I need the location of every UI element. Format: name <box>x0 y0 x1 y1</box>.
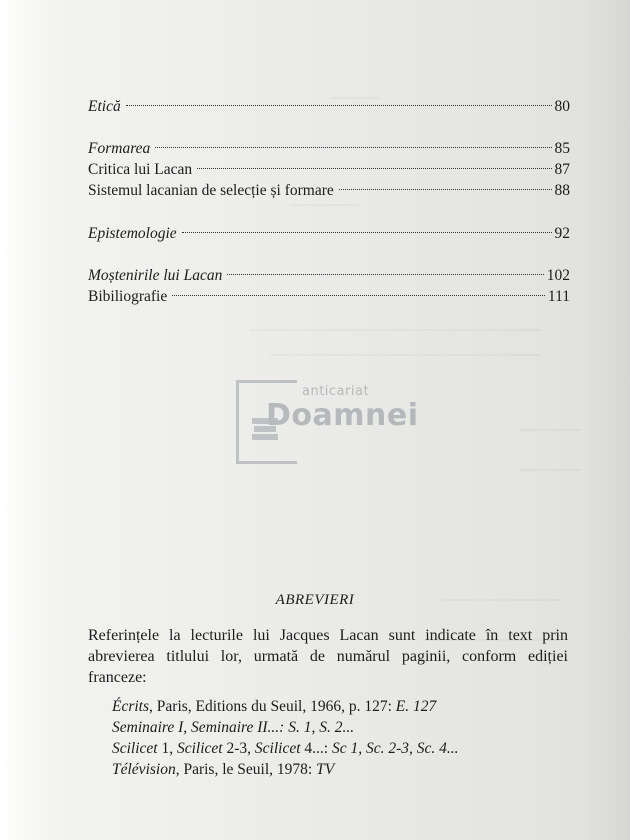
abbreviations-intro: Referințele la lecturile lui Jacques Lacan sunt indicate în text prin abrevierea titlului lor, urmată de numărul paginii, conform ediției franceze: <box>88 627 568 686</box>
toc-title: Critica lui Lacan <box>88 161 193 178</box>
watermark-logo <box>236 380 419 462</box>
toc-entry-sistemul <box>88 174 570 201</box>
work-abbreviation: S. 1, S. 2... <box>288 719 355 736</box>
work-abbreviation: Sc 1, Sc. 2-3, Sc. 4... <box>331 740 459 757</box>
toc-page-number: 88 <box>554 182 570 199</box>
work-details: , Paris, Editions du Seuil, 1966, p. 127: <box>149 698 396 715</box>
toc-title: Etică <box>88 98 121 115</box>
work-title: Scilicet <box>254 740 301 757</box>
toc-entry-etica <box>88 90 570 117</box>
dot-leader <box>126 85 552 106</box>
toc-entry-epistemologie <box>88 217 570 244</box>
work-details: , Paris, le Seuil, 1978: <box>175 761 317 778</box>
work-details: 2-3, <box>222 740 255 757</box>
reference-scilicet <box>112 738 532 759</box>
toc-page-number: 80 <box>554 98 570 115</box>
watermark-big-text: Doamnei <box>266 398 419 433</box>
dot-leader <box>182 212 552 233</box>
watermark-small-text: anticariat <box>302 384 370 399</box>
work-title: Écrits <box>112 698 150 715</box>
work-title: Seminaire I, Seminaire II...: <box>112 719 289 736</box>
dot-leader <box>227 254 543 275</box>
work-abbreviation: TV <box>316 761 335 778</box>
toc-title: Sistemul lacanian de selecție și formare <box>88 182 334 199</box>
dot-leader <box>172 275 545 296</box>
work-details: 4...: <box>300 740 332 757</box>
toc-page-number: 102 <box>546 267 570 284</box>
toc-title: Epistemologie <box>88 225 177 242</box>
toc-title: Moștenirile lui Lacan <box>88 267 223 284</box>
toc-page-number: 85 <box>554 140 570 157</box>
dot-leader <box>155 127 551 148</box>
reference-television <box>112 759 532 780</box>
work-title: Scilicet <box>112 740 158 757</box>
toc-page-number: 111 <box>547 288 570 305</box>
abbreviations-list <box>112 696 532 780</box>
toc-title: Formarea <box>88 140 151 157</box>
reference-seminaire <box>112 717 532 738</box>
toc-entry-bibliografie <box>88 280 570 307</box>
work-title: Télévision <box>112 761 176 778</box>
work-details: 1, <box>157 740 177 757</box>
reference-ecrits <box>112 696 532 717</box>
toc-page-number: 87 <box>554 161 570 178</box>
dot-leader <box>339 169 552 190</box>
dot-leader <box>197 148 551 169</box>
work-title: Scilicet <box>177 740 223 757</box>
toc-title: Bibiliografie <box>88 288 168 305</box>
toc-page-number: 92 <box>554 225 570 242</box>
abbreviations-heading: ABREVIERI <box>275 592 355 608</box>
work-abbreviation: E. 127 <box>395 698 437 715</box>
